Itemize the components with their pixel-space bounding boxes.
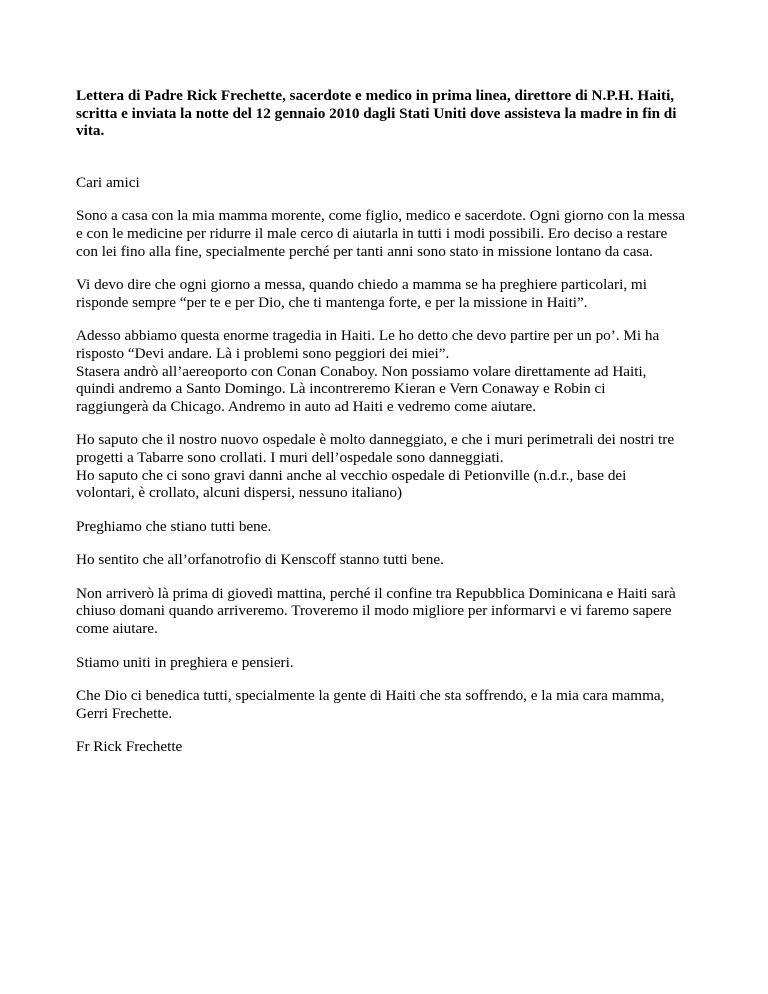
text-line: chiuso domani quando arriveremo. Troveremo il modo migliore per informarvi e vi faremo sapere: [76, 602, 672, 620]
text-line: raggiungerà da Chicago. Andremo in auto ad Haiti e vedremo come aiutare.: [76, 397, 537, 415]
title-line: Lettera di Padre Rick Frechette, sacerdote e medico in prima linea, direttore di N.P.H. Haiti,: [76, 87, 675, 104]
paragraph-9: [76, 687, 706, 722]
text-line: volontari, è crollato, alcuni dispersi, nessuno italiano): [76, 484, 403, 502]
text-line: e con le medicine per ridurre il male cerco di aiutarla in tutti i modi possibili. Ero deciso a restare: [76, 224, 668, 242]
paragraph-4: [76, 431, 706, 501]
paragraph-5: [76, 518, 706, 536]
text-line: risposto “Devi andare. Là i problemi sono peggiori dei miei”.: [76, 344, 450, 362]
text-line: Preghiamo che stiano tutti bene.: [76, 517, 272, 535]
text-line: con lei fino alla fine, specialmente perché per tanti anni sono stato in missione lontano da casa.: [76, 242, 653, 260]
paragraph-1: [76, 207, 706, 260]
text-line: Ho sentito che all’orfanotrofio di Kenscoff stanno tutti bene.: [76, 551, 444, 569]
text-line: Ho saputo che ci sono gravi danni anche al vecchio ospedale di Petionville (n.d.r., base dei: [76, 466, 627, 484]
text-line: Che Dio ci benedica tutti, specialmente la gente di Haiti che sta soffrendo, e la mia cara mamma,: [76, 687, 665, 705]
text-line: Ho saputo che il nostro nuovo ospedale è molto danneggiato, e che i muri perimetrali dei nostri tre: [76, 431, 675, 449]
text-line: risponde sempre “per te e per Dio, che ti mantenga forte, e per la missione in Haiti”.: [76, 293, 588, 311]
letter-title: [76, 87, 706, 140]
text-line: Non arriverò là prima di giovedì mattina, perché il confine tra Repubblica Dominicana e Haiti sarà: [76, 584, 676, 602]
text-line: Adesso abbiamo questa enorme tragedia in Haiti. Le ho detto che devo partire per un po’. Mi ha: [76, 327, 660, 345]
signature: [76, 738, 706, 756]
signature-line: Fr Rick Frechette: [76, 738, 183, 756]
paragraph-8: [76, 654, 706, 672]
paragraph-6: [76, 551, 706, 569]
paragraph-3: [76, 327, 706, 415]
text-line: Stiamo uniti in preghiera e pensieri.: [76, 653, 294, 671]
title-line: vita.: [76, 122, 105, 140]
greeting: Cari amici: [76, 173, 140, 191]
text-line: come aiutare.: [76, 620, 158, 638]
text-line: Stasera andrò all’aereoporto con Conan Conaboy. Non possiamo volare direttamente ad Haiti,: [76, 362, 647, 380]
paragraph-2: [76, 276, 706, 311]
text-line: Sono a casa con la mia mamma morente, come figlio, medico e sacerdote. Ogni giorno con la messa: [76, 207, 685, 225]
text-line: Vi devo dire che ogni giorno a messa, quando chiedo a mamma se ha preghiere particolari, mi: [76, 276, 647, 294]
text-line: progetti a Tabarre sono crollati. I muri dell’ospedale sono danneggiati.: [76, 448, 504, 466]
paragraph-7: [76, 585, 706, 638]
text-line: quindi andremo a Santo Domingo. Là incontreremo Kieran e Vern Conaway e Robin ci: [76, 380, 606, 398]
title-line: scritta e inviata la notte del 12 gennaio 2010 dagli Stati Uniti dove assisteva la madre in fin di: [76, 104, 677, 122]
text-line: Gerri Frechette.: [76, 704, 173, 722]
document-page: [76, 87, 706, 756]
